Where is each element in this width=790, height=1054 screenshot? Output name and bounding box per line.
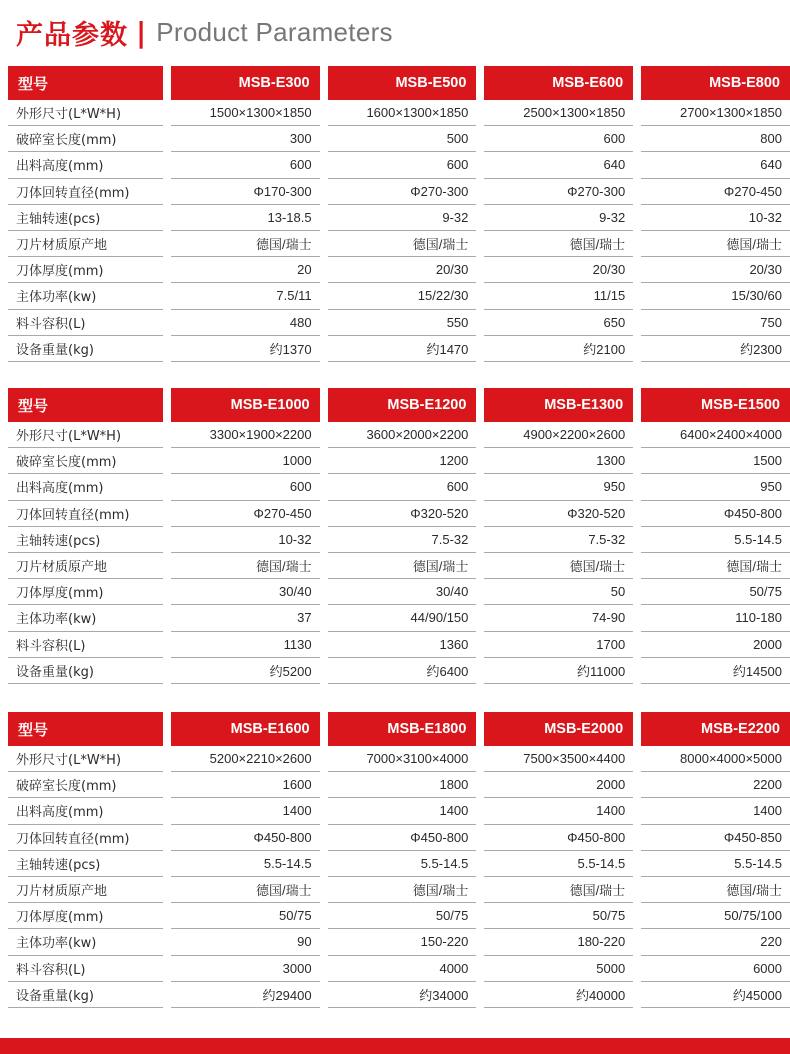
spec-value: 德国/瑞士: [328, 553, 477, 579]
spec-value: 10-32: [171, 527, 320, 553]
spec-value: 480: [171, 310, 320, 336]
row-label: 外形尺寸(L*W*H): [8, 746, 163, 772]
spec-value: 30/40: [328, 579, 477, 605]
spec-value: Φ450-800: [484, 825, 633, 851]
table-row: [8, 877, 790, 903]
spec-value: Φ270-450: [641, 179, 790, 205]
page-header: [16, 14, 393, 50]
spec-value: 600: [171, 152, 320, 178]
row-label: 刀片材质原产地: [8, 877, 163, 903]
spec-value: 650: [484, 310, 633, 336]
spec-value: Φ270-300: [328, 179, 477, 205]
spec-value: 2200: [641, 772, 790, 798]
spec-value: 9-32: [484, 205, 633, 231]
spec-value: 1600: [171, 772, 320, 798]
model-name-header: MSB-E300: [171, 66, 320, 100]
spec-value: 300: [171, 126, 320, 152]
row-label: 刀片材质原产地: [8, 553, 163, 579]
row-label: 设备重量(kg): [8, 658, 163, 684]
table-row: [8, 501, 790, 527]
table-row: [8, 474, 790, 500]
spec-value: 7.5-32: [328, 527, 477, 553]
spec-value: 德国/瑞士: [328, 231, 477, 257]
model-name-header: MSB-E1200: [328, 388, 477, 422]
table-row: [8, 579, 790, 605]
spec-value: 1000: [171, 448, 320, 474]
spec-value: 15/22/30: [328, 283, 477, 309]
spec-value: 50/75: [328, 903, 477, 929]
spec-value: 5.5-14.5: [171, 851, 320, 877]
spec-value: 44/90/150: [328, 605, 477, 631]
row-label: 刀体厚度(mm): [8, 903, 163, 929]
spec-value: 7.5/11: [171, 283, 320, 309]
spec-value: 600: [171, 474, 320, 500]
spec-value: Φ450-800: [171, 825, 320, 851]
table-row: [8, 605, 790, 631]
table-row: [8, 179, 790, 205]
row-label: 出料高度(mm): [8, 152, 163, 178]
table-row: [8, 658, 790, 684]
table-header-row: [8, 388, 790, 422]
spec-value: 5.5-14.5: [328, 851, 477, 877]
row-label: 刀体回转直径(mm): [8, 179, 163, 205]
row-label: 出料高度(mm): [8, 474, 163, 500]
spec-value: 7000×3100×4000: [328, 746, 477, 772]
table-row: [8, 851, 790, 877]
spec-value: Φ320-520: [484, 501, 633, 527]
spec-value: 约34000: [328, 982, 477, 1008]
table-header-row: [8, 66, 790, 100]
spec-value: 600: [328, 474, 477, 500]
spec-value: 3600×2000×2200: [328, 422, 477, 448]
spec-value: 74-90: [484, 605, 633, 631]
spec-value: 约6400: [328, 658, 477, 684]
spec-value: 500: [328, 126, 477, 152]
spec-value: 2000: [484, 772, 633, 798]
spec-value: 950: [641, 474, 790, 500]
model-name-header: MSB-E1600: [171, 712, 320, 746]
spec-value: 30/40: [171, 579, 320, 605]
spec-value: 20/30: [328, 257, 477, 283]
title-separator: |: [136, 15, 147, 49]
row-label: 刀体厚度(mm): [8, 257, 163, 283]
spec-value: 德国/瑞士: [171, 877, 320, 903]
row-label: 出料高度(mm): [8, 798, 163, 824]
spec-value: 9-32: [328, 205, 477, 231]
model-name-header: MSB-E500: [328, 66, 477, 100]
table-row: [8, 152, 790, 178]
spec-value: 德国/瑞士: [641, 877, 790, 903]
spec-value: 37: [171, 605, 320, 631]
spec-value: 600: [328, 152, 477, 178]
row-label: 设备重量(kg): [8, 982, 163, 1008]
model-name-header: MSB-E600: [484, 66, 633, 100]
spec-value: 8000×4000×5000: [641, 746, 790, 772]
row-label: 破碎室长度(mm): [8, 126, 163, 152]
spec-value: 150-220: [328, 929, 477, 955]
table-row: [8, 310, 790, 336]
spec-value: 90: [171, 929, 320, 955]
spec-value: Φ270-300: [484, 179, 633, 205]
row-label: 主体功率(kw): [8, 283, 163, 309]
row-label: 刀体回转直径(mm): [8, 501, 163, 527]
spec-value: 德国/瑞士: [171, 231, 320, 257]
spec-value: 德国/瑞士: [641, 553, 790, 579]
spec-value: 5.5-14.5: [484, 851, 633, 877]
table-row: [8, 825, 790, 851]
model-name-header: MSB-E1000: [171, 388, 320, 422]
spec-value: 50/75: [171, 903, 320, 929]
spec-value: 6000: [641, 956, 790, 982]
page-title-cn: 产品参数: [16, 19, 128, 51]
spec-value: 220: [641, 929, 790, 955]
spec-value: 德国/瑞士: [328, 877, 477, 903]
row-label: 外形尺寸(L*W*H): [8, 422, 163, 448]
spec-value: 1300: [484, 448, 633, 474]
spec-value: 德国/瑞士: [484, 553, 633, 579]
page-title-en: Product Parameters: [156, 16, 393, 47]
spec-value: 550: [328, 310, 477, 336]
table-row: [8, 903, 790, 929]
spec-value: 德国/瑞士: [171, 553, 320, 579]
model-name-header: MSB-E1300: [484, 388, 633, 422]
row-label: 刀片材质原产地: [8, 231, 163, 257]
spec-value: 1700: [484, 632, 633, 658]
spec-value: 10-32: [641, 205, 790, 231]
spec-value: 11/15: [484, 283, 633, 309]
spec-value: 7500×3500×4400: [484, 746, 633, 772]
table-row: [8, 746, 790, 772]
spec-value: 约29400: [171, 982, 320, 1008]
spec-value: 640: [484, 152, 633, 178]
spec-value: 7.5-32: [484, 527, 633, 553]
spec-value: 2500×1300×1850: [484, 100, 633, 126]
spec-value: 110-180: [641, 605, 790, 631]
table-row: [8, 632, 790, 658]
spec-value: 4000: [328, 956, 477, 982]
spec-value: 1200: [328, 448, 477, 474]
spec-table: [8, 66, 790, 362]
spec-value: 德国/瑞士: [484, 877, 633, 903]
spec-value: 3000: [171, 956, 320, 982]
spec-value: Φ270-450: [171, 501, 320, 527]
model-name-header: MSB-E800: [641, 66, 790, 100]
spec-value: 20/30: [484, 257, 633, 283]
spec-value: 50: [484, 579, 633, 605]
spec-value: 约1470: [328, 336, 477, 362]
row-label: 刀体厚度(mm): [8, 579, 163, 605]
model-name-header: MSB-E1500: [641, 388, 790, 422]
row-label: 料斗容积(L): [8, 956, 163, 982]
table-row: [8, 231, 790, 257]
spec-value: 约2100: [484, 336, 633, 362]
spec-value: 德国/瑞士: [484, 231, 633, 257]
spec-value: 50/75: [484, 903, 633, 929]
spec-value: 约11000: [484, 658, 633, 684]
spec-value: Φ320-520: [328, 501, 477, 527]
row-label: 刀体回转直径(mm): [8, 825, 163, 851]
spec-value: 3300×1900×2200: [171, 422, 320, 448]
table-row: [8, 336, 790, 362]
table-row: [8, 126, 790, 152]
spec-value: 50/75: [641, 579, 790, 605]
spec-value: 20/30: [641, 257, 790, 283]
spec-table: [8, 712, 790, 1008]
table-row: [8, 422, 790, 448]
row-label: 主轴转速(pcs): [8, 527, 163, 553]
table-row: [8, 798, 790, 824]
spec-value: 1500: [641, 448, 790, 474]
spec-value: Φ450-850: [641, 825, 790, 851]
model-header-label: 型号: [8, 66, 163, 100]
table-header-row: [8, 712, 790, 746]
row-label: 破碎室长度(mm): [8, 448, 163, 474]
model-name-header: MSB-E2000: [484, 712, 633, 746]
spec-value: 2000: [641, 632, 790, 658]
row-label: 主轴转速(pcs): [8, 205, 163, 231]
row-label: 外形尺寸(L*W*H): [8, 100, 163, 126]
row-label: 设备重量(kg): [8, 336, 163, 362]
row-label: 料斗容积(L): [8, 310, 163, 336]
spec-value: 800: [641, 126, 790, 152]
table-row: [8, 257, 790, 283]
table-row: [8, 448, 790, 474]
spec-value: 5200×2210×2600: [171, 746, 320, 772]
model-name-header: MSB-E1800: [328, 712, 477, 746]
spec-value: 1360: [328, 632, 477, 658]
spec-value: 德国/瑞士: [641, 231, 790, 257]
spec-value: 约40000: [484, 982, 633, 1008]
model-header-label: 型号: [8, 388, 163, 422]
spec-value: 5000: [484, 956, 633, 982]
table-row: [8, 772, 790, 798]
spec-value: 约45000: [641, 982, 790, 1008]
table-row: [8, 929, 790, 955]
row-label: 主体功率(kw): [8, 929, 163, 955]
spec-value: Φ450-800: [328, 825, 477, 851]
spec-value: 1400: [484, 798, 633, 824]
spec-value: 50/75/100: [641, 903, 790, 929]
table-row: [8, 283, 790, 309]
spec-value: 6400×2400×4000: [641, 422, 790, 448]
row-label: 料斗容积(L): [8, 632, 163, 658]
spec-value: 1400: [328, 798, 477, 824]
table-row: [8, 956, 790, 982]
spec-value: 1130: [171, 632, 320, 658]
spec-value: 1400: [171, 798, 320, 824]
spec-value: 1500×1300×1850: [171, 100, 320, 126]
row-label: 破碎室长度(mm): [8, 772, 163, 798]
spec-value: 5.5-14.5: [641, 527, 790, 553]
spec-value: 950: [484, 474, 633, 500]
spec-value: 约5200: [171, 658, 320, 684]
spec-value: 2700×1300×1850: [641, 100, 790, 126]
footer-bar: [0, 1038, 790, 1054]
spec-value: Φ170-300: [171, 179, 320, 205]
spec-table: [8, 388, 790, 684]
table-row: [8, 553, 790, 579]
row-label: 主体功率(kw): [8, 605, 163, 631]
spec-value: 约14500: [641, 658, 790, 684]
spec-value: 约1370: [171, 336, 320, 362]
spec-value: 1400: [641, 798, 790, 824]
table-row: [8, 527, 790, 553]
spec-value: 20: [171, 257, 320, 283]
spec-value: 1800: [328, 772, 477, 798]
spec-value: 15/30/60: [641, 283, 790, 309]
spec-value: 1600×1300×1850: [328, 100, 477, 126]
spec-value: 13-18.5: [171, 205, 320, 231]
spec-value: Φ450-800: [641, 501, 790, 527]
spec-value: 600: [484, 126, 633, 152]
row-label: 主轴转速(pcs): [8, 851, 163, 877]
spec-value: 640: [641, 152, 790, 178]
model-header-label: 型号: [8, 712, 163, 746]
spec-value: 约2300: [641, 336, 790, 362]
table-row: [8, 982, 790, 1008]
spec-value: 180-220: [484, 929, 633, 955]
table-row: [8, 100, 790, 126]
spec-value: 750: [641, 310, 790, 336]
table-row: [8, 205, 790, 231]
spec-value: 4900×2200×2600: [484, 422, 633, 448]
spec-value: 5.5-14.5: [641, 851, 790, 877]
model-name-header: MSB-E2200: [641, 712, 790, 746]
